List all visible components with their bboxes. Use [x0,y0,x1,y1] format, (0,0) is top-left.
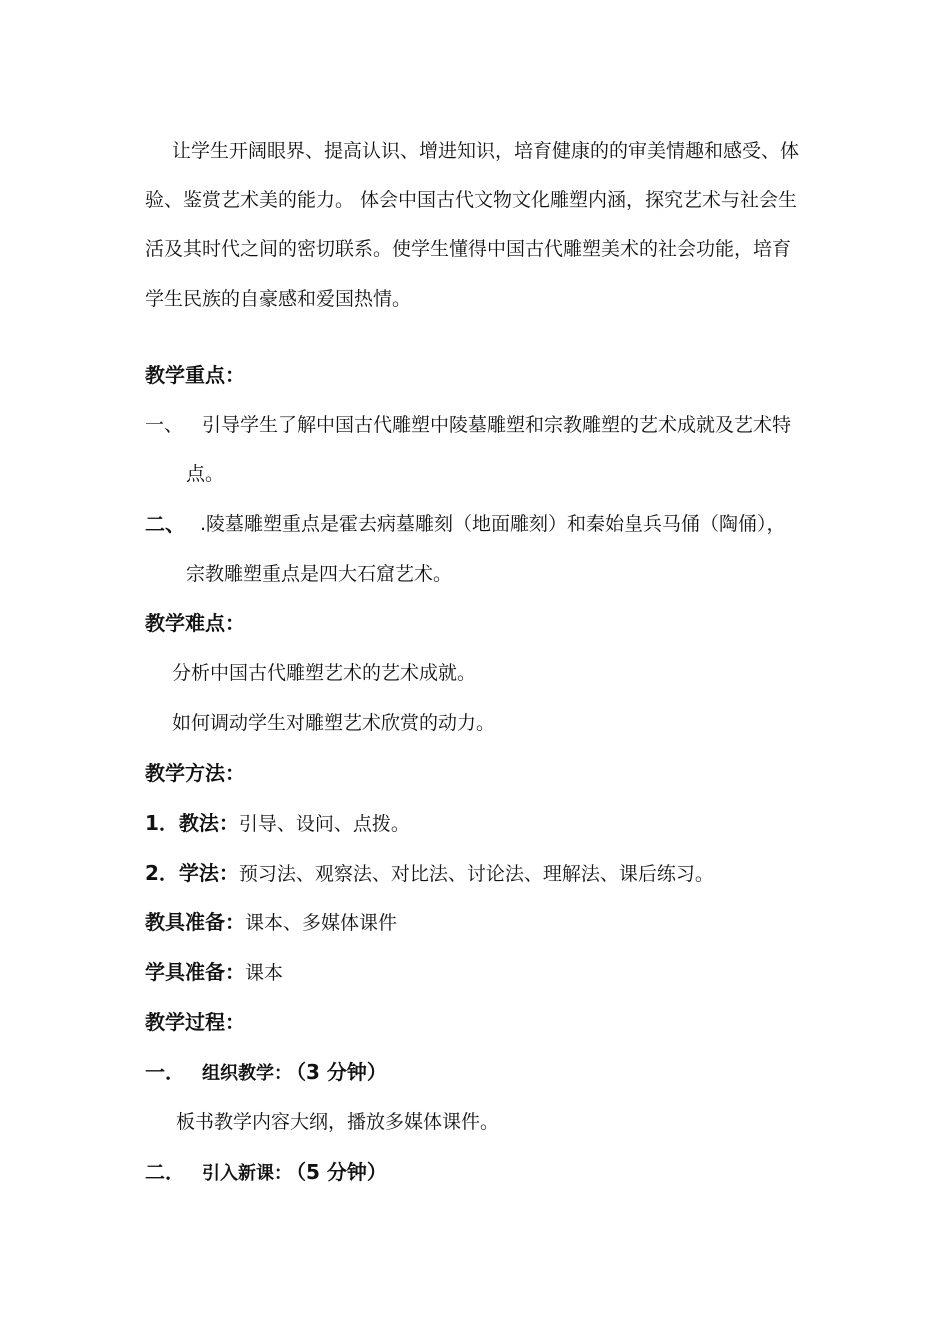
student-tools [145,959,283,986]
key-point-2-line-2: 宗教雕塑重点是四大石窟艺术。 [186,563,453,585]
process-step-1-title-line [202,1059,387,1087]
methods-heading: 教学方法： [145,761,245,785]
process-step-2-marker: 二． [145,1160,185,1184]
key-point-1-marker: 一、 [145,414,184,436]
objectives-line-3: 活及其时代之间的密切联系。使学生懂得中国古代雕塑美术的社会功能，培育 [145,238,792,260]
difficulty-item-1: 分析中国古代雕塑艺术的艺术成就。 [172,662,477,684]
method-1-text: 引导、设问、点拨。 [238,813,410,835]
key-point-2-line-1: .陵墓雕塑重点是霍去病墓雕刻（地面雕刻）和秦始皇兵马俑（陶俑）， [200,513,786,535]
method-1-label: 教法： [178,811,239,835]
method-2-number: 2． [145,861,179,885]
process-step-1-title: 组织教学： [202,1063,292,1084]
difficulty-item-2: 如何调动学生对雕塑艺术欣赏的动力。 [172,712,496,734]
method-item-1 [145,810,410,837]
difficulties-heading: 教学难点： [145,611,245,635]
method-2-label: 学法： [178,861,239,885]
process-step-1-detail: 板书教学内容大纲，播放多媒体课件。 [176,1111,500,1133]
process-step-2-duration: （5 分钟） [296,1160,387,1184]
process-step-2-title: 引入新课： [202,1163,292,1184]
student-tools-text: 课本 [245,962,284,984]
key-point-1-line-1: 引导学生了解中国古代雕塑中陵墓雕塑和宗教雕塑的艺术成就及艺术特 [202,414,792,436]
process-step-1-marker: 一． [145,1060,185,1084]
key-point-2-marker: 二、 [145,512,185,536]
teacher-tools-text: 课本、多媒体课件 [245,912,398,934]
method-1-number: 1． [145,811,179,835]
teacher-tools-label: 教具准备： [145,910,245,934]
process-heading: 教学过程： [145,1010,245,1034]
method-2-text: 预习法、观察法、对比法、讨论法、理解法、课后练习。 [238,863,714,885]
key-points-heading: 教学重点： [145,363,245,387]
objectives-line-2: 验、鉴赏艺术美的能力。 体会中国古代文物文化雕塑内涵，探究艺术与社会生 [145,189,798,211]
method-item-2 [145,860,714,887]
objectives-line-1: 让学生开阔眼界、提高认识、增进知识，培育健康的的审美情趣和感受、体 [172,140,800,162]
teacher-tools [145,909,397,936]
key-point-1-line-2: 点。 [186,463,225,485]
objectives-line-4: 学生民族的自豪感和爱国热情。 [145,288,412,310]
process-step-1-duration: （3 分钟） [296,1060,387,1084]
process-step-2-title-line [202,1159,387,1187]
student-tools-label: 学具准备： [145,960,245,984]
